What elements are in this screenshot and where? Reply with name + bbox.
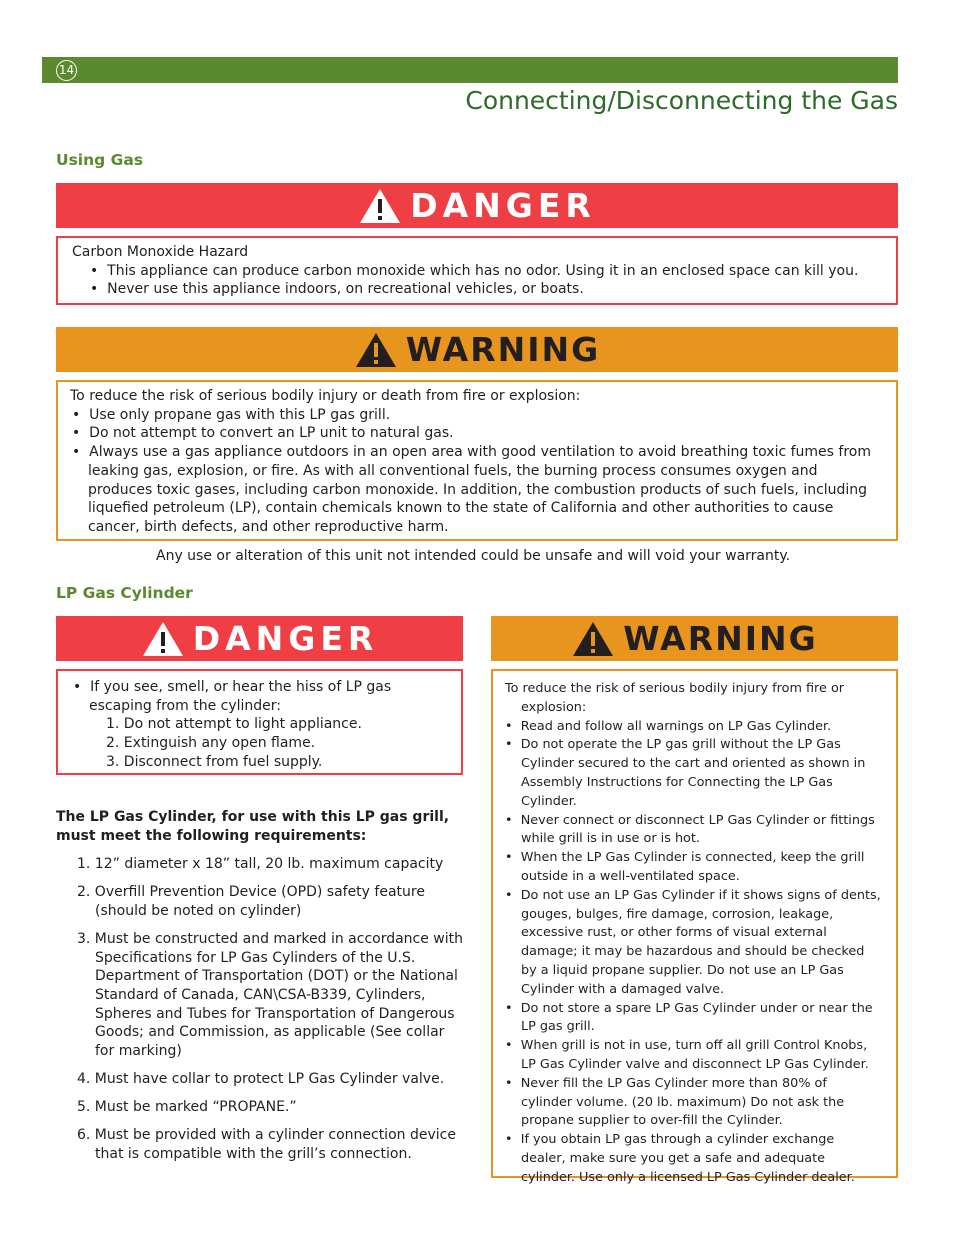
list-item: • This appliance can produce carbon monoxide which has no odor. Using it in an enclosed space can kill you. (90, 262, 859, 279)
step-item: 1. Do not attempt to light appliance. (106, 716, 362, 733)
list-item: • Always use a gas appliance outdoors in an open area with good ventilation to avoid breathing toxic fumes from leaking gas, explosion, or fire. As with all conventional fuels, the burning process consumes oxygen and produces toxic gases, including carbon monoxide. In addition, the combustion products of such fuels, including liquefied petroleum (LP), contain chemicals known to the state of California and other authorities to cause cancer, birth defects, and other reproductive harm. (72, 444, 871, 535)
warning-box-lp-cylinder (491, 669, 898, 1185)
warning-triangle-icon (571, 620, 615, 658)
danger-label: DANGER (192, 619, 379, 658)
warranty-note: Any use or alteration of this unit not intended could be unsafe and will void your warranty. (156, 548, 791, 564)
danger-box-carbon-monoxide (56, 236, 898, 305)
section-heading-using-gas: Using Gas (56, 151, 144, 169)
list-item: • Use only propane gas with this LP gas grill. (72, 406, 391, 423)
requirement-item: 4. Must have collar to protect LP Gas Cylinder valve. (77, 1071, 445, 1088)
requirement-item: 3. Must be constructed and marked in accordance with Specifications for LP Gas Cylinders of the U.S. Department of Transportation (DOT) or the National Standard of Canada, CAN\CSA-B339, Cylinders, Spheres and Tubes for Transportation of Dangerous Goods; and Commission, as applicable (See collar for marking) (77, 930, 464, 1060)
list-item: • If you obtain LP gas through a cylinder exchange dealer, make sure you get a safe and adequate cylinder. Use only a licensed LP Gas Cylinder dealer. (505, 1132, 855, 1185)
list-item: • When the LP Gas Cylinder is connected, keep the grill outside in a well-ventilated space. (505, 850, 865, 884)
requirement-item: 6. Must be provided with a cylinder connection device that is compatible with the grill’s connection. (77, 1127, 456, 1163)
warning-triangle-icon (358, 187, 402, 225)
step-item: 3. Disconnect from fuel supply. (106, 753, 323, 770)
danger-banner-2 (56, 616, 463, 661)
warning-label: WARNING (405, 330, 601, 369)
list-item: • Do not operate the LP gas grill without the LP Gas Cylinder secured to the cart and oriented as shown in Assembly Instructions for Connecting the LP Gas Cylinder. (505, 737, 866, 809)
list-item: • Never fill the LP Gas Cylinder more than 80% of cylinder volume. (20 lb. maximum) Do not ask the propane supplier to over-fill the Cylinder. (505, 1075, 845, 1129)
warning-triangle-icon (141, 620, 185, 658)
warning-banner-1 (56, 327, 898, 372)
danger-box-gas-leak (56, 669, 463, 775)
list-item: • When grill is not in use, turn off all grill Control Knobs, LP Gas Cylinder valve and disconnect LP Gas Cylinder. (505, 1038, 869, 1072)
header-bar (42, 57, 898, 83)
list-item: • Do not store a spare LP Gas Cylinder under or near the LP gas grill. (505, 1000, 873, 1035)
warning-banner-2 (491, 616, 898, 661)
danger-banner-1 (56, 183, 898, 228)
warning-box-fire-explosion (56, 380, 898, 541)
requirement-item: 2. Overfill Prevention Device (OPD) safety feature (should be noted on cylinder) (77, 884, 425, 919)
warning-triangle-icon (354, 331, 398, 369)
requirement-item: 5. Must be marked “PROPANE.” (77, 1099, 297, 1116)
warning-intro: To reduce the risk of serious bodily injury or death from fire or explosion: (70, 388, 581, 404)
list-item: • Never use this appliance indoors, on recreational vehicles, or boats. (90, 281, 584, 298)
requirements-list (67, 855, 467, 1173)
danger-label: DANGER (410, 186, 596, 225)
page-number-badge: 14 (56, 60, 77, 81)
danger-box-title: Carbon Monoxide Hazard (72, 244, 249, 260)
requirement-item: 1. 12” diameter x 18” tall, 20 lb. maximum capacity (77, 856, 444, 872)
warning-label: WARNING (623, 619, 818, 658)
section-heading-lp-gas-cylinder: LP Gas Cylinder (56, 584, 193, 602)
page-title: Connecting/Disconnecting the Gas (465, 86, 898, 115)
list-item: • Do not use an LP Gas Cylinder if it shows signs of dents, gouges, bulges, fire damage, corrosion, leakage, excessive rust, or other forms of visual external damage; it may be hazardous and should be checked by a liquid propane supplier. Do not use an LP Gas Cylinder with a damaged valve. (505, 887, 881, 997)
list-item: • Never connect or disconnect LP Gas Cylinder or fittings while grill is in use or is hot. (505, 812, 875, 847)
requirements-heading: The LP Gas Cylinder, for use with this LP gas grill, must meet the following requirements: (56, 809, 450, 844)
list-item: • Read and follow all warnings on LP Gas Cylinder. (505, 718, 832, 734)
list-item: • If you see, smell, or hear the hiss of LP gas escaping from the cylinder: (73, 679, 392, 714)
list-item: • Do not attempt to convert an LP unit to natural gas. (72, 425, 454, 442)
step-item: 2. Extinguish any open flame. (106, 735, 316, 752)
warning-intro: To reduce the risk of serious bodily injury from fire or explosion: (505, 681, 845, 715)
